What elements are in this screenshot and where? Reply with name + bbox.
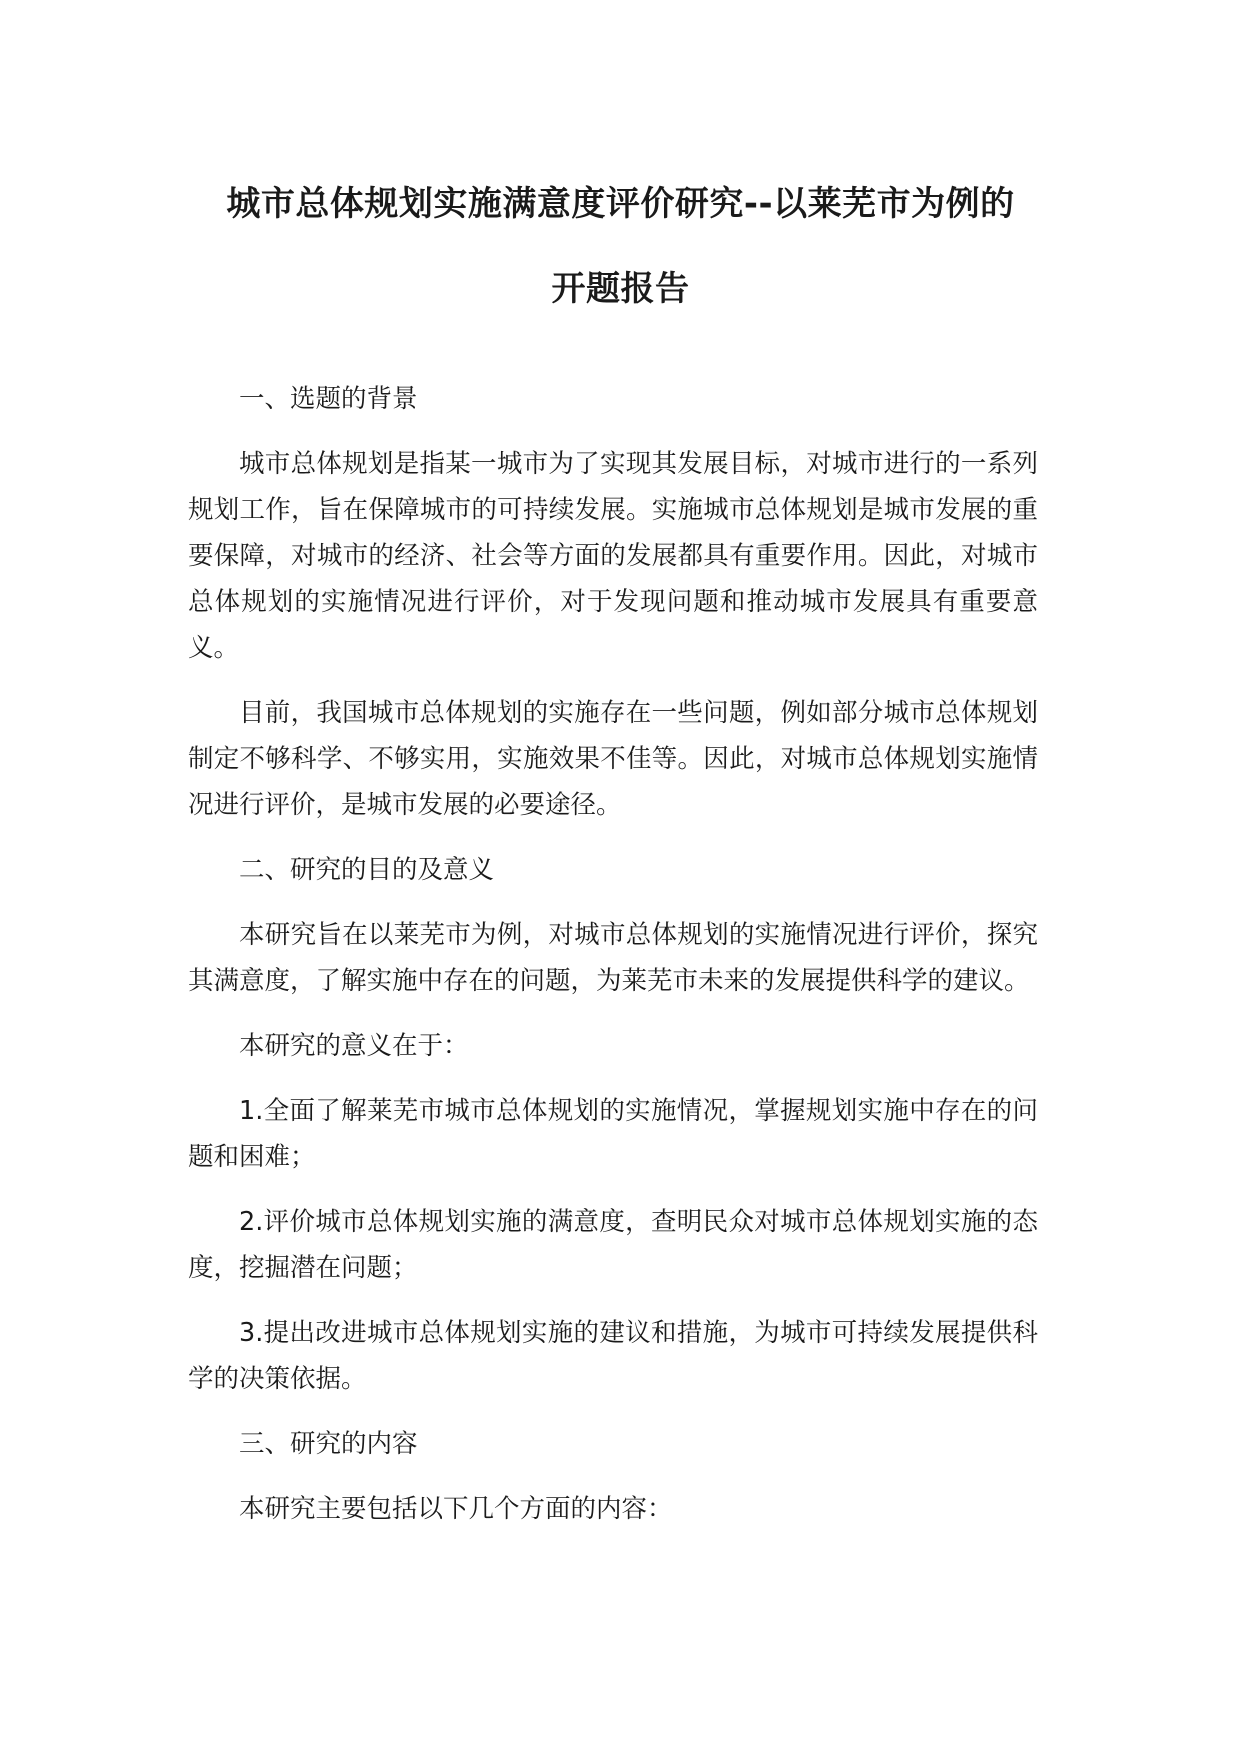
document-title-line-1: 城市总体规划实施满意度评价研究--以莱芜市为例的 xyxy=(226,184,1015,224)
list-item: 3.提出改进城市总体规划实施的建议和措施，为城市可持续发展提供科学的决策依据。 xyxy=(188,1318,1038,1394)
paragraph: 本研究旨在以莱芜市为例，对城市总体规划的实施情况进行评价，探究其满意度，了解实施中存在的问题，为莱芜市未来的发展提供科学的建议。 xyxy=(188,920,1038,996)
section-heading-purpose: 二、研究的目的及意义 xyxy=(239,855,495,885)
section-heading-background: 一、选题的背景 xyxy=(239,384,418,414)
list-item: 2.评价城市总体规划实施的满意度，查明民众对城市总体规划实施的态度，挖掘潜在问题； xyxy=(188,1207,1038,1283)
document-title-line-2: 开题报告 xyxy=(551,269,690,309)
document-body xyxy=(188,376,1038,1551)
list-item: 1.全面了解莱芜市城市总体规划的实施情况，掌握规划实施中存在的问题和困难； xyxy=(188,1096,1038,1172)
paragraph: 本研究的意义在于： xyxy=(239,1031,469,1061)
paragraph: 本研究主要包括以下几个方面的内容： xyxy=(239,1494,673,1524)
section-heading-content: 三、研究的内容 xyxy=(239,1429,418,1459)
paragraph: 城市总体规划是指某一城市为了实现其发展目标，对城市进行的一系列规划工作，旨在保障城市的可持续发展。实施城市总体规划是城市发展的重要保障，对城市的经济、社会等方面的发展都具有重要作用。因此，对城市总体规划的实施情况进行评价，对于发现问题和推动城市发展具有重要意义。 xyxy=(188,449,1038,663)
paragraph: 目前，我国城市总体规划的实施存在一些问题，例如部分城市总体规划制定不够科学、不够实用，实施效果不佳等。因此，对城市总体规划实施情况进行评价，是城市发展的必要途径。 xyxy=(188,698,1038,820)
